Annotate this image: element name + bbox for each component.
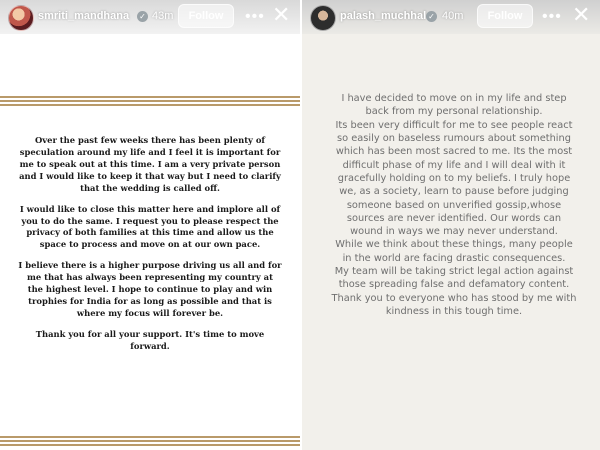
avatar[interactable] (8, 5, 34, 31)
username[interactable]: smriti_mandhana (38, 10, 130, 22)
verified-badge-icon: ✓ (137, 11, 148, 22)
more-options-icon[interactable]: ••• (245, 8, 265, 25)
more-options-icon[interactable]: ••• (542, 8, 562, 25)
follow-button[interactable]: Follow (178, 4, 234, 28)
post-time: 43m (152, 10, 174, 22)
statement-paragraph: I believe there is a higher purpose driving us all and for me that has always been representing my country at the highest level. I hope to continue to play and win trophies for India for as long as possible and that is where my focus will forever be. (18, 260, 282, 318)
avatar[interactable] (310, 5, 336, 31)
statement-line: Its been very difficult for me to see people react so easily on baseless rumours about something which has been most sacred to me. Its the most difficult phase of my life and I will deal with it gracefully holding on to my beliefs. I truly hope we, as a society, learn to pause before judging someone based on unverified gossip,whose sources are never identified. Our words can wound in ways we may never understand. (335, 119, 573, 238)
story-right[interactable] (302, 0, 600, 450)
statement-line: Thank you to everyone who has stood by me with kindness in this tough time. (331, 292, 577, 317)
verified-badge-icon: ✓ (426, 11, 437, 22)
statement-paragraph: Thank you for all your support. It's time to move forward. (35, 328, 265, 351)
username[interactable]: palash_muchhal (340, 10, 427, 22)
statement-line: While we think about these things, many people in the world are facing drastic consequences. (335, 239, 573, 264)
post-time: 40m (442, 10, 464, 22)
statement-paragraph: I would like to close this matter here and implore all of you to do the same. I request you to please respect the privacy of both families at this time and allow us the space to process and move on at our own pace. (19, 203, 281, 250)
decorative-band-top (0, 96, 300, 107)
follow-button[interactable]: Follow (477, 4, 533, 28)
statement-paragraph: Over the past few weeks there has been plenty of speculation around my life and I feel it is important for me to speak out at this time. I am a very private person and I would like to keep it that way but I need to clarify that the wedding is called off. (19, 135, 281, 193)
statement-text (330, 92, 578, 318)
close-icon[interactable]: ✕ (572, 2, 591, 27)
statement-line: My team will be taking strict legal action against those spreading false and defamatory content. (334, 266, 574, 291)
statement-line: I have decided to move on in my life and step back from my personal relationship. (341, 93, 567, 118)
decorative-band-bottom (0, 436, 300, 447)
statement-text (18, 135, 282, 362)
close-icon[interactable]: ✕ (272, 2, 291, 27)
